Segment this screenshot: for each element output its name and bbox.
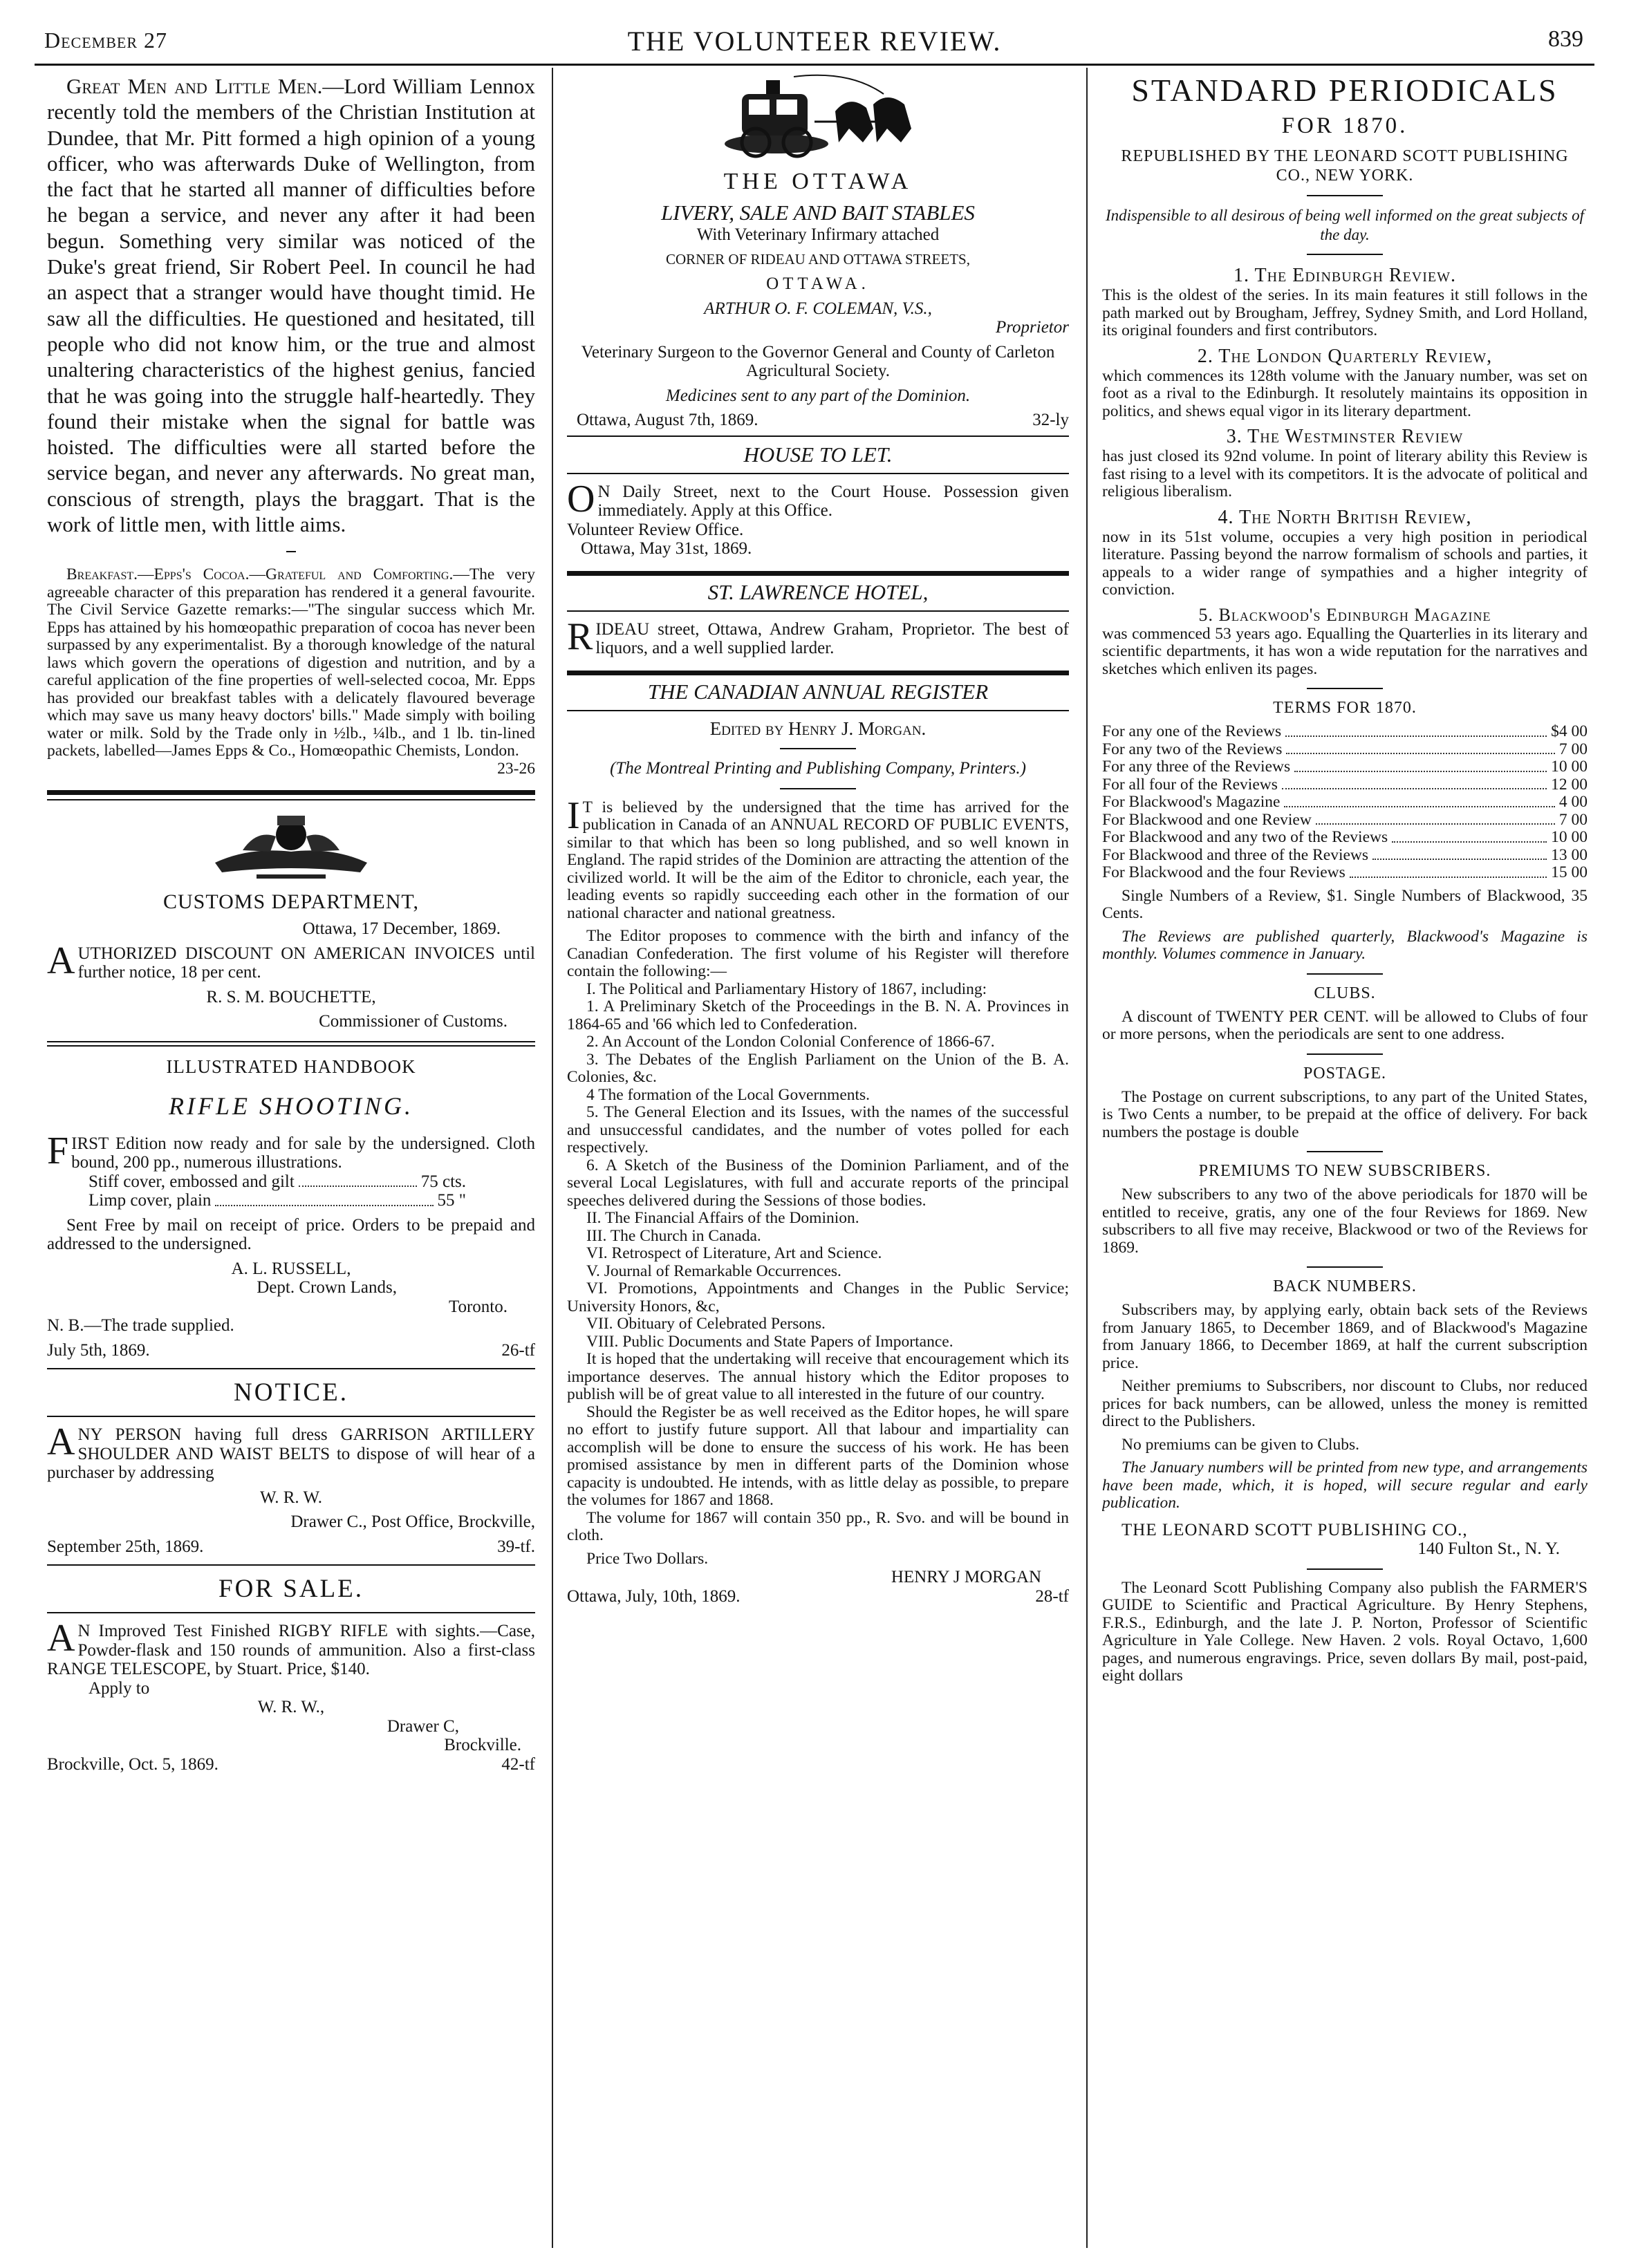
great-men-article	[47, 73, 535, 537]
forsale-apply: Apply to	[89, 1678, 150, 1698]
farmer-guide: The Leonard Scott Publishing Company also publish the FARMER'S GUIDE to Scientific and Practical Agriculture. By Henry Stephens, F.R.S., Edinburgh, and the late J. P. Norton, Professor of Scientific Agriculture in Yale College. New Haven. 2 vols. Royal Octavo, 1,600 pages, and numerous engravings. Price, seven dollars By mail, post-paid, eight dollars	[1102, 1578, 1588, 1685]
register-edited: Edited by Henry J. Morgan.	[709, 718, 927, 739]
review-title: 1. The Edinburgh Review.	[1233, 265, 1456, 286]
terms-row	[1102, 794, 1588, 812]
register-date-line	[567, 1587, 1069, 1606]
section-rule	[47, 1612, 535, 1613]
register-heading: THE CANADIAN ANNUAL REGISTER	[647, 679, 989, 704]
newspaper-title: THE VOLUNTEER REVIEW.	[627, 26, 1002, 57]
section-rule	[47, 1041, 535, 1047]
hotel-body: RIDEAU street, Ottawa, Andrew Graham, Proprietor. The best of liquors, and a well supplied larder.	[567, 615, 1069, 658]
register-p2: The Editor proposes to commence with the birth and infancy of the Canadian Confederation. The first volume of his Register will therefore contain the following:—	[567, 927, 1069, 980]
handbook-signer: A. L. RUSSELL,	[231, 1259, 351, 1278]
customs-signer-title: Commissioner of Customs.	[319, 1012, 508, 1031]
price-label: Stiff cover, embossed and gilt	[89, 1172, 295, 1191]
forsale-body: AN Improved Test Finished RIGBY RIFLE with sights.—Case, Powder-flask and 150 rounds of ammunition. Also a first-class RANGE TELESCOPE, by Stuart. Price, $140.	[47, 1617, 535, 1679]
stagecoach-illustration	[711, 73, 925, 163]
section-rule	[47, 1368, 535, 1369]
periodicals-year: FOR 1870.	[1281, 113, 1408, 138]
review-edinburgh	[1102, 265, 1588, 340]
customs-dateline: Ottawa, 17 December, 1869.	[302, 919, 501, 939]
section-rule	[47, 1416, 535, 1417]
terms-row	[1102, 758, 1588, 776]
price-value: 75 cts.	[420, 1172, 466, 1191]
register-item: 6. A Sketch of the Business of the Dominion Parliament, and of the several Local Legislatures, with full and accurate reports of the principal speeches delivered during the Sessions of those bodies.	[567, 1156, 1069, 1210]
terms-label: For Blackwood and the four Reviews	[1102, 863, 1346, 881]
terms-row	[1102, 741, 1588, 759]
terms-price: 10 00	[1551, 828, 1588, 846]
forsale-code: 42-tf	[501, 1754, 535, 1774]
handbook-heading: ILLUSTRATED HANDBOOK	[166, 1056, 416, 1077]
separator-dot	[286, 551, 296, 552]
livery-medicines: Medicines sent to any part of the Dominion.	[665, 386, 971, 405]
livery-line1: THE OTTAWA	[723, 169, 913, 194]
terms-heading: TERMS FOR 1870.	[1273, 699, 1417, 717]
register-roman-item: VII. Obituary of Celebrated Persons.	[586, 1315, 826, 1333]
review-north-british	[1102, 507, 1588, 599]
periodicals-tagline: Indispensible to all desirous of being well informed on the great subjects of the day.	[1105, 207, 1585, 243]
review-body: which commences its 128th volume with the January number, was set on foot as a rival to the Edinburgh. It resolutely maintains its opposition in politics, and shews equal vigor in its literary department.	[1102, 366, 1588, 420]
terms-row	[1102, 847, 1588, 865]
page-header	[35, 15, 1594, 62]
terms-label: For Blackwood and one Review	[1102, 810, 1312, 829]
short-rule	[1307, 1053, 1383, 1055]
handbook-dept: Dept. Crown Lands,	[257, 1278, 397, 1297]
review-title: 3. The Westminster Review	[1226, 426, 1464, 447]
terms-label: For any three of the Reviews	[1102, 758, 1291, 776]
register-p3: It is hoped that the undertaking will receive that encouragement which its importance deserves. The annual history which the Editor proposes to publish will be of great value to all interested in the future of our country.	[567, 1350, 1069, 1403]
register-code: 28-tf	[1035, 1586, 1069, 1606]
short-rule	[1307, 1151, 1383, 1152]
terms-label: For Blackwood and three of the Reviews	[1102, 845, 1369, 864]
terms-price: 10 00	[1551, 758, 1588, 776]
handbook-date-line	[47, 1341, 535, 1360]
short-rule	[1307, 1568, 1383, 1570]
short-rule	[780, 788, 856, 789]
hotel-heading: ST. LAWRENCE HOTEL,	[707, 579, 929, 604]
livery-proprietor-title: Proprietor	[995, 318, 1069, 337]
livery-code: 32-ly	[1032, 411, 1069, 429]
terms-row	[1102, 829, 1588, 847]
customs-notice: AUTHORIZED DISCOUNT ON AMERICAN INVOICES until further notice, 18 per cent.	[47, 939, 535, 982]
forsale-date-line	[47, 1755, 535, 1774]
livery-date: Ottawa, August 7th, 1869.	[577, 411, 758, 429]
terms-price: 7 00	[1558, 810, 1588, 829]
terms-label: For all four of the Reviews	[1102, 775, 1278, 794]
postage-body: The Postage on current subscriptions, to any part of the United States, is Two Cents a number, to be prepaid at the office of delivery. For back numbers the postage is double	[1102, 1087, 1588, 1141]
single-numbers: Single Numbers of a Review, $1. Single Numbers of Blackwood, 35 Cents.	[1102, 886, 1588, 922]
short-rule	[780, 748, 856, 749]
terms-row	[1102, 864, 1588, 882]
customs-heading: CUSTOMS DEPARTMENT,	[162, 890, 420, 914]
livery-line3: With Veterinary Infirmary attached	[696, 225, 940, 244]
livery-line4: CORNER OF RIDEAU AND OTTAWA STREETS,	[666, 250, 970, 268]
livery-body: Veterinary Surgeon to the Governor General and County of Carleton Agricultural Society.	[581, 342, 1055, 380]
register-items	[567, 981, 1069, 1210]
price-row-stiff	[47, 1172, 535, 1192]
livery-date-line	[567, 411, 1069, 430]
forsale-date: Brockville, Oct. 5, 1869.	[47, 1754, 218, 1774]
register-item: 1. A Preliminary Sketch of the Proceedings in the B. N. A. Provinces in 1864-65 and '66 which led to Confederation.	[567, 997, 1069, 1033]
short-rule	[1307, 1266, 1383, 1268]
column-left	[47, 73, 535, 2248]
terms-label: For any two of the Reviews	[1102, 740, 1283, 758]
livery-title: LIVERY, SALE AND BAIT STABLES	[661, 200, 975, 225]
terms-price: $4 00	[1551, 722, 1588, 740]
register-publisher: (The Montreal Printing and Publishing Company, Printers.)	[610, 759, 1026, 778]
register-roman-item: V. Journal of Remarkable Occurrences.	[586, 1262, 841, 1280]
handbook-nb: N. B.—The trade supplied.	[47, 1316, 234, 1336]
breakfast-lead: Breakfast.—Epps's Cocoa.—Grateful and Comforting.	[66, 565, 454, 584]
short-rule	[1307, 195, 1383, 196]
short-rule	[1307, 254, 1383, 255]
premiums-body: New subscribers to any two of the above periodicals for 1870 will be entitled to receive, gratis, any one of the four Reviews for 1869. New subscribers to all five may receive, Blackwood or two of the Reviews for 1869.	[1102, 1185, 1588, 1257]
review-title: 4. The North British Review,	[1218, 506, 1472, 528]
great-men-body: —Lord William Lennox recently told the members of the Christian Institution at Dundee, that Mr. Pitt formed a high opinion of a young officer, who was afterwards Duke of Wellington, from the fact that he started all manner of difficulties before he began a service, and never any after it had been begun. Something very similar was noticed of the Duke's great friend, Sir Robert Peel. In council he had an aspect that a stranger would have thought timid. He saw all the difficulties. He questioned and hesitated, till people who did not know him, or the true and almost unaltering characteristics of the highest genius, fancied that he was going into the struggle half-heartedly. They found their mistake when the signal for battle was hoisted. The difficulties were all started before the service began, and never any afterwards. No great man, conscious of strength, plays the braggart. That is the work of little men, with little aims.	[47, 74, 535, 537]
review-body: This is the oldest of the series. In its main features it still follows in the path marked out by Brougham, Jeffrey, Sydney Smith, and Lord Holland, its original founders and first contributors.	[1102, 286, 1588, 339]
register-p5: The volume for 1867 will contain 350 pp., R. Svo. and will be bound in cloth.	[567, 1508, 1069, 1544]
terms-label: For Blackwood and any two of the Reviews	[1102, 828, 1388, 846]
customs-signer: R. S. M. BOUCHETTE,	[206, 987, 376, 1006]
column-right	[1102, 73, 1588, 2248]
house-body: ON Daily Street, next to the Court House. Possession given immediately. Apply at this Office.	[567, 477, 1069, 521]
column-middle	[567, 73, 1069, 2248]
periodicals-heading: STANDARD PERIODICALS	[1131, 73, 1558, 108]
review-body: has just closed its 92nd volume. In point of literary ability this Review is fast rising to a level with its competitors. It is the advocate of political and religious liberalism.	[1102, 447, 1588, 500]
section-rule	[47, 790, 535, 795]
neither-note: Neither premiums to Subscribers, nor discount to Clubs, nor reduced prices for back numbers, can be allowed, unless the money is remitted direct to the Publishers.	[1102, 1377, 1588, 1430]
breakfast-advert	[47, 566, 535, 760]
register-roman-item: VI. Promotions, Appointments and Changes in the Public Service; University Honors, &c,	[567, 1280, 1069, 1315]
house-office: Volunteer Review Office.	[567, 520, 744, 539]
review-title: 2. The London Quarterly Review,	[1197, 345, 1493, 367]
handbook-place: Toronto.	[448, 1297, 508, 1316]
handbook-note: Sent Free by mail on receipt of price. Orders to be prepaid and addressed to the undersigned.	[47, 1215, 535, 1254]
january-note: The January numbers will be printed from new type, and arrangements have been made, which, it is hoped, will secure regular and early publication.	[1102, 1459, 1588, 1512]
page-number: 839	[1548, 26, 1583, 52]
review-blackwood	[1102, 605, 1588, 679]
handbook-date: July 5th, 1869.	[47, 1340, 150, 1360]
register-p1: IT is believed by the undersigned that the time has arrived for the publication in Canada of an ANNUAL RECORD OF PUBLIC EVENTS, similar to that which has been so long published, and so well known in England. The rapid strides of the Dominion are attracting the attention of the civilized world. It will be the aim of the Editor to chronicle, each year, the leading events so rapidly succeeding each other in the formation of our national character and national greatness.	[567, 794, 1069, 922]
register-signer: HENRY J MORGAN	[891, 1568, 1041, 1586]
forsale-drawer: Drawer C,	[387, 1716, 459, 1736]
register-item: 4 The formation of the Local Governments.	[586, 1085, 871, 1104]
register-item: 5. The General Election and its Issues, with the names of the successful and unsuccessful candidates, and the number of votes polled for each respectively.	[567, 1103, 1069, 1156]
terms-label: For any one of the Reviews	[1102, 722, 1282, 740]
livery-proprietor: ARTHUR O. F. COLEMAN, V.S.,	[704, 299, 932, 318]
clubs-body: A discount of TWENTY PER CENT. will be allowed to Clubs of four or more persons, when the periodicals are sent to one address.	[1102, 1007, 1588, 1043]
terms-row	[1102, 812, 1588, 830]
short-rule	[1307, 973, 1383, 975]
terms-price: 4 00	[1558, 793, 1588, 811]
no-premiums-note: No premiums can be given to Clubs.	[1121, 1435, 1359, 1454]
section-rule	[567, 671, 1069, 675]
livery-line5: OTTAWA.	[766, 274, 870, 293]
header-rule	[35, 64, 1594, 66]
periodicals-repub: REPUBLISHED BY THE LEONARD SCOTT PUBLISHING CO., NEW YORK.	[1121, 147, 1569, 185]
review-london-quarterly	[1102, 346, 1588, 421]
review-westminster	[1102, 426, 1588, 501]
section-rule	[47, 1564, 535, 1566]
back-numbers-body: Subscribers may, by applying early, obtain back sets of the Reviews from January 1865, to December 1869, and of Blackwood's Magazine from January 1866, to December 1869, at half the current subscription price.	[1102, 1301, 1588, 1372]
handbook-body: FIRST Edition now ready and for sale by the undersigned. Cloth bound, 200 pp., numerous illustrations.	[47, 1129, 535, 1172]
section-rule	[567, 435, 1069, 437]
great-men-lead: Great Men and Little Men.	[66, 74, 323, 98]
forsale-heading: FOR SALE.	[218, 1575, 364, 1604]
section-rule	[567, 571, 1069, 576]
notice-date: September 25th, 1869.	[47, 1537, 204, 1556]
postage-heading: POSTAGE.	[1303, 1064, 1387, 1083]
terms-list	[1102, 723, 1588, 882]
terms-row	[1102, 723, 1588, 741]
notice-heading: NOTICE.	[234, 1378, 348, 1407]
handbook-code: 26-tf	[501, 1340, 535, 1360]
section-rule	[567, 610, 1069, 612]
terms-label: For Blackwood's Magazine	[1102, 793, 1281, 811]
newspaper-page	[35, 15, 1594, 2248]
notice-body: ANY PERSON having full dress GARRISON ARTILLERY SHOULDER AND WAIST BELTS to dispose of will hear of a purchaser by addressing	[47, 1421, 535, 1483]
register-roman-items	[567, 1210, 1069, 1351]
notice-date-line	[47, 1537, 535, 1557]
register-item: I. The Political and Parliamentary History of 1867, including:	[586, 980, 987, 998]
review-body: now in its 51st volume, occupies a very high position in periodical literature. Passing beyond the narrow formalism of schools and parties, it appeals to a wider range of sympathies and a higher integrity of conviction.	[1102, 527, 1588, 599]
royal-arms-emblem	[201, 809, 381, 885]
register-roman-item: II. The Financial Affairs of the Dominion.	[586, 1209, 859, 1227]
register-roman-item: III. The Church in Canada.	[586, 1226, 761, 1245]
breakfast-code: 23-26	[497, 759, 535, 778]
terms-price: 13 00	[1551, 845, 1588, 864]
price-value: 55 "	[437, 1191, 466, 1210]
terms-price: 7 00	[1558, 740, 1588, 758]
terms-price: 12 00	[1551, 775, 1588, 794]
breakfast-body: —The very agreeable character of this preparation has rendered it a general favourite. The Civil Service Gazette remarks:—"The singular success which Mr. Epps has attained by his homœopathic preparation of cocoa has never been surpassed by any experimentalist. By a thorough knowledge of the natural laws which govern the operations of digestion and nutrition, and by a careful application of the fine properties of well-selected cocoa, Mr. Epps has provided our breakfast tables with a delicately flavoured beverage which may save us many heavy doctors' bills." Made simply with boiling water or milk. Sold by the Trade only in ½lb., ¼lb., and 1 lb. tin-lined packets, labelled—James Epps & Co., Homœopathic Chemists, London.	[47, 565, 535, 760]
terms-price: 15 00	[1551, 863, 1588, 881]
house-date: Ottawa, May 31st, 1869.	[581, 539, 752, 558]
short-rule	[1307, 688, 1383, 689]
company-name: THE LEONARD SCOTT PUBLISHING CO.,	[1121, 1520, 1468, 1539]
register-roman-item: VI. Retrospect of Literature, Art and Science.	[586, 1244, 882, 1262]
register-roman-item: VIII. Public Documents and State Papers of Importance.	[586, 1332, 953, 1351]
column-divider	[1086, 68, 1088, 2248]
issue-note: The Reviews are published quarterly, Blackwood's Magazine is monthly. Volumes commence in January.	[1102, 927, 1588, 963]
premiums-heading: PREMIUMS TO NEW SUBSCRIBERS.	[1198, 1162, 1491, 1180]
section-rule	[567, 473, 1069, 474]
section-rule	[567, 710, 1069, 711]
register-item: 3. The Debates of the English Parliament on the Union of the B. A. Colonies, &c.	[567, 1050, 1069, 1086]
price-row-limp	[47, 1191, 535, 1210]
review-title: 5. Blackwood's Edinburgh Magazine	[1198, 604, 1491, 625]
notice-signer: W. R. W.	[259, 1488, 323, 1507]
review-body: was commenced 53 years ago. Equalling the Quarterlies in its literary and scientific departments, it has won a wide reputation for the narratives and sketches which enliven its pages.	[1102, 624, 1588, 678]
notice-code: 39-tf.	[497, 1537, 535, 1556]
register-p4: Should the Register be as well received as the Editor hopes, he will spare no effort to justify future support. All that labour and impartiality can accomplish will be done to ensure the success of his work. He has been promised assistance by men in different parts of the Dominion whose capacity is undoubted. He intends, with as little delay as possible, to prepare the volumes for 1867 and 1868.	[567, 1403, 1069, 1509]
price-label: Limp cover, plain	[89, 1191, 212, 1210]
register-price: Price Two Dollars.	[586, 1549, 709, 1568]
handbook-title: RIFLE SHOOTING.	[169, 1091, 413, 1120]
back-numbers-heading: BACK NUMBERS.	[1273, 1277, 1417, 1295]
header-date: December 27	[44, 28, 168, 53]
terms-row	[1102, 776, 1588, 794]
register-date: Ottawa, July, 10th, 1869.	[567, 1586, 741, 1606]
column-divider	[552, 68, 553, 2248]
section-rule-thin	[47, 799, 535, 800]
forsale-signer: W. R. W.,	[257, 1698, 325, 1717]
forsale-place: Brockville.	[444, 1736, 521, 1755]
clubs-heading: CLUBS.	[1314, 984, 1376, 1002]
house-heading: HOUSE TO LET.	[743, 442, 893, 467]
register-item: 2. An Account of the London Colonial Conference of 1866-67.	[586, 1033, 995, 1051]
notice-address: Drawer C., Post Office, Brockville,	[290, 1512, 535, 1532]
company-address: 140 Fulton St., N. Y.	[1417, 1539, 1560, 1558]
